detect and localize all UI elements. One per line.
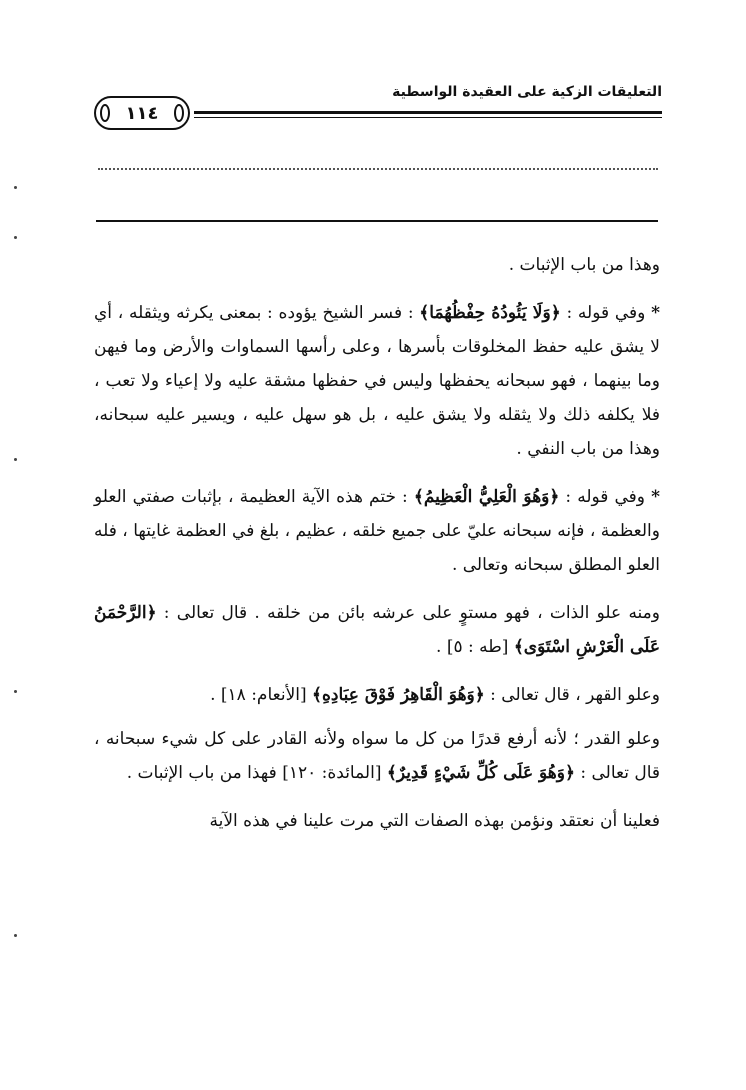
book-title: التعليقات الزكية على العقيدة الواسطية — [392, 84, 662, 100]
ayah-open-bracket: ﴿ — [549, 487, 560, 507]
quran-verse: وَلَا يَئُودُهُ حِفْظُهُمَا — [429, 303, 551, 323]
paragraph-text: : ختم هذه الآية العظيمة ، بإثبات صفتي العلو والعظمة ، فإنه سبحانه عليّ على جميع خلقه ، عظيم ، بلغ في العظمة غايتها ، فله العلو المطلق سبحانه وتعالى . — [94, 487, 660, 575]
paragraph-text: ومنه علو الذات ، فهو مستوٍ على عرشه بائن من خلقه . قال تعالى : — [163, 603, 661, 623]
page-number: ١١٤ — [125, 102, 159, 124]
margin-mark — [14, 458, 17, 461]
ayah-close-bracket: ﴾ — [312, 685, 322, 705]
lead-text: وفي قوله : — [565, 487, 646, 507]
paragraph-text: وهذا من باب الإثبات . — [508, 255, 660, 275]
ayah-close-bracket: ﴾ — [419, 303, 430, 323]
page-body — [94, 248, 660, 852]
quran-verse: وَهُوَ عَلَى كُلِّ شَيْءٍ قَدِيرٌ — [396, 763, 565, 783]
section-rule — [96, 220, 658, 222]
verse-reference: [الأنعام: ١٨] . — [210, 685, 307, 705]
page-number-badge — [94, 96, 190, 130]
margin-mark — [14, 934, 17, 937]
paragraph — [94, 296, 660, 466]
paragraph — [94, 480, 660, 582]
paragraph — [94, 678, 660, 712]
paragraph-text: وعلو القهر ، قال تعالى : — [490, 685, 660, 705]
ayah-close-bracket: ﴾ — [386, 763, 397, 783]
paragraph-text: : فسر الشيخ يؤوده : بمعنى يكرثه ويثقله ، أي لا يشق عليه حفظ المخلوقات بأسرها ، وعلى رأسها السماوات والأرض وما فيهن وما بينهما ، فهو سبحانه يحفظها وليس في حفظها مشقة عليه ولا إعياء ولا تعب ، فلا يكلفه ذلك ولا يثقله ولا يشق عليه ، بل هو سهل عليه ، ويسير عليه سبحانه، وهذا من باب النفي . — [94, 303, 660, 459]
star-marker: * — [651, 487, 660, 507]
paragraph — [94, 596, 660, 664]
lead-text: وفي قوله : — [566, 303, 646, 323]
paragraph-text: فعلينا أن نعتقد ونؤمن بهذه الصفات التي مرت علينا في هذه الآية — [209, 811, 660, 831]
margin-mark — [14, 690, 17, 693]
paragraph — [94, 722, 660, 790]
header-rule-thin — [194, 117, 662, 118]
quran-verse: وَهُوَ الْقَاهِرُ فَوْقَ عِبَادِهِ — [322, 685, 475, 705]
margin-mark — [14, 186, 17, 189]
paragraph-text: فهذا من باب الإثبات . — [126, 763, 277, 783]
paragraph — [94, 804, 660, 838]
ayah-open-bracket: ﴿ — [474, 685, 485, 705]
verse-reference: [المائدة: ١٢٠] — [282, 763, 382, 783]
verse-reference: [طه : ٥] . — [436, 637, 509, 657]
ayah-open-bracket: ﴿ — [564, 763, 575, 783]
quran-verse: وَهُوَ الْعَلِيُّ الْعَظِيمُ — [423, 487, 550, 507]
ayah-close-bracket: ﴾ — [413, 487, 424, 507]
dotted-separator — [98, 168, 658, 170]
paragraph — [94, 248, 660, 282]
ayah-open-bracket: ﴿ — [550, 303, 561, 323]
ayah-close-bracket: ﴾ — [513, 637, 524, 657]
star-marker: * — [651, 303, 661, 323]
ayah-open-bracket: ﴿ — [146, 603, 157, 623]
margin-mark — [14, 236, 17, 239]
page-header — [94, 84, 662, 136]
quran-verse: الرَّحْمَنُ عَلَى الْعَرْشِ اسْتَوَى — [94, 603, 660, 657]
paragraph-text: وعلو القدر ؛ لأنه أرفع قدرًا من كل ما سواه ولأنه القادر على كل شيء سبحانه ، قال تعالى : — [94, 729, 660, 783]
header-rule-thick — [194, 111, 662, 114]
